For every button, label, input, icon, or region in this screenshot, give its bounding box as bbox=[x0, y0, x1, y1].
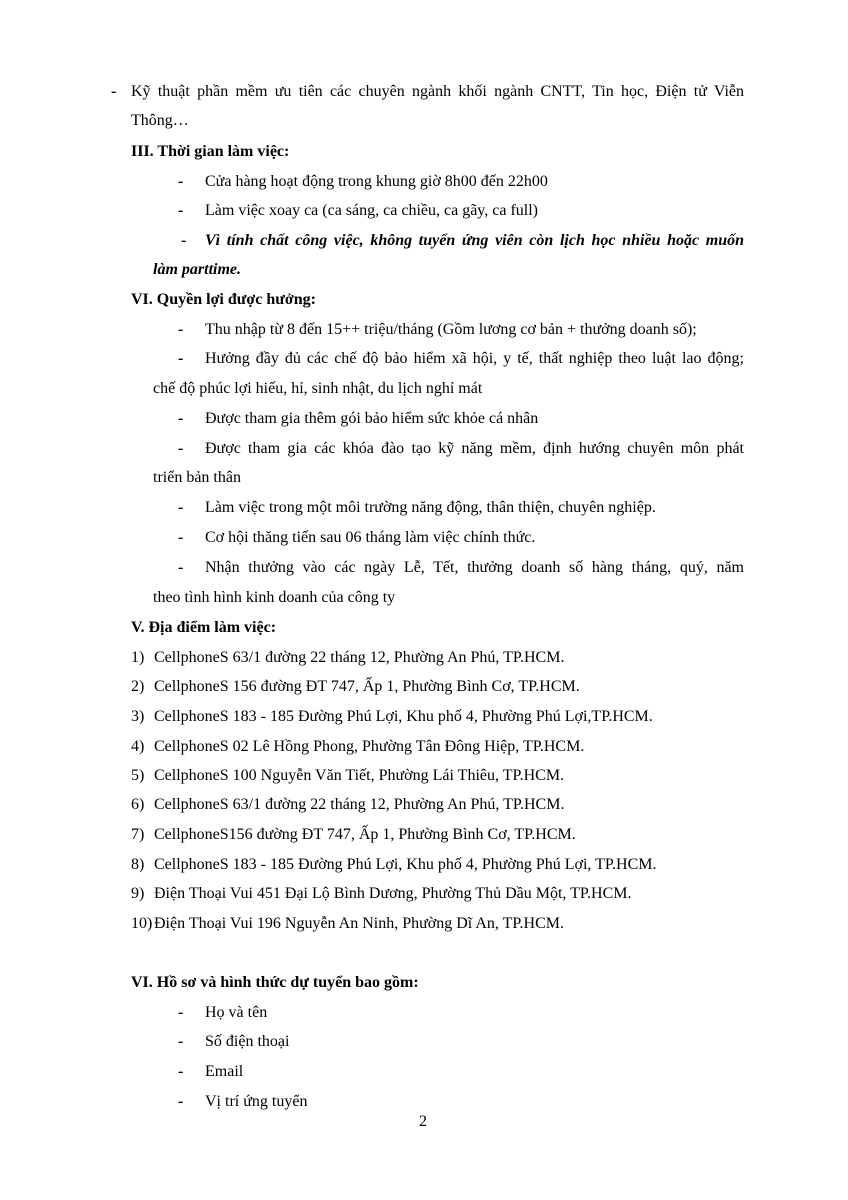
bullet-dash: - bbox=[178, 1063, 184, 1080]
list-item-number: 9) bbox=[131, 885, 145, 902]
benefit-item-health: Được tham gia thêm gói bảo hiểm sức khỏe cá nhân bbox=[205, 410, 539, 427]
bullet-dash: - bbox=[178, 173, 184, 190]
time-item-shifts: Làm việc xoay ca (ca sáng, ca chiều, ca gãy, ca full) bbox=[205, 202, 538, 219]
bullet-dash: - bbox=[181, 232, 187, 249]
bullet-dash: - bbox=[178, 410, 184, 427]
section-heading-documents: VI. Hồ sơ và hình thức dự tuyển bao gồm: bbox=[131, 974, 419, 991]
intro-bullet-line1: Kỹ thuật phần mềm ưu tiên các chuyên ngành khối ngành CNTT, Tin học, Điện tử Viễn bbox=[131, 83, 744, 100]
page-number: 2 bbox=[419, 1113, 427, 1130]
list-item-number: 4) bbox=[131, 738, 145, 755]
list-item-text: CellphoneS 183 - 185 Đường Phú Lợi, Khu phố 4, Phường Phú Lợi,TP.HCM. bbox=[154, 708, 653, 725]
bullet-dash: - bbox=[178, 529, 184, 546]
list-item-text: CellphoneS 63/1 đường 22 tháng 12, Phường An Phú, TP.HCM. bbox=[154, 649, 565, 666]
bullet-dash: - bbox=[178, 1033, 184, 1050]
list-item-text: CellphoneS 63/1 đường 22 tháng 12, Phường An Phú, TP.HCM. bbox=[154, 796, 565, 813]
benefit-item-training-line2: triển bản thân bbox=[153, 469, 241, 486]
list-item-number: 3) bbox=[131, 708, 145, 725]
time-item-note-line2: làm parttime. bbox=[153, 261, 241, 278]
document-item-name: Họ và tên bbox=[205, 1004, 268, 1021]
bullet-dash: - bbox=[178, 350, 184, 367]
list-item-text: CellphoneS 100 Nguyễn Văn Tiết, Phường Lái Thiêu, TP.HCM. bbox=[154, 767, 565, 784]
benefit-item-insurance-line1: Hưởng đầy đủ các chế độ bảo hiểm xã hội, y tế, thất nghiệp theo luật lao động; bbox=[205, 350, 744, 367]
benefit-item-insurance-line2: chế độ phúc lợi hiếu, hỉ, sinh nhật, du lịch nghỉ mát bbox=[153, 380, 483, 397]
list-item-number: 5) bbox=[131, 767, 145, 784]
list-item-number: 8) bbox=[131, 856, 145, 873]
benefit-item-training-line1: Được tham gia các khóa đào tạo kỹ năng mềm, định hướng chuyên môn phát bbox=[205, 440, 744, 457]
bullet-dash: - bbox=[178, 321, 184, 338]
benefit-item-bonus-line1: Nhận thưởng vào các ngày Lễ, Tết, thưởng doanh số hàng tháng, quý, năm bbox=[205, 559, 744, 576]
intro-bullet-line2: Thông… bbox=[131, 112, 189, 129]
document-item-position: Vị trí ứng tuyển bbox=[205, 1093, 308, 1110]
list-item-number: 10) bbox=[131, 915, 153, 932]
bullet-dash: - bbox=[178, 202, 184, 219]
list-item-number: 7) bbox=[131, 826, 145, 843]
list-item-text: Điện Thoại Vui 451 Đại Lộ Bình Dương, Phường Thủ Dầu Một, TP.HCM. bbox=[154, 885, 632, 902]
list-item-text: CellphoneS 02 Lê Hồng Phong, Phường Tân Đông Hiệp, TP.HCM. bbox=[154, 738, 585, 755]
bullet-dash: - bbox=[178, 1093, 184, 1110]
bullet-dash: - bbox=[178, 1004, 184, 1021]
bullet-dash: - bbox=[178, 499, 184, 516]
benefit-item-income: Thu nhập từ 8 đến 15++ triệu/tháng (Gồm lương cơ bản + thưởng doanh số); bbox=[205, 321, 697, 338]
section-heading-locations: V. Địa điểm làm việc: bbox=[131, 619, 277, 636]
document-item-email: Email bbox=[205, 1063, 244, 1080]
list-item-text: CellphoneS 156 đường ĐT 747, Ấp 1, Phường Bình Cơ, TP.HCM. bbox=[154, 678, 580, 695]
list-item-text: CellphoneS 183 - 185 Đường Phú Lợi, Khu phố 4, Phường Phú Lợi, TP.HCM. bbox=[154, 856, 657, 873]
list-item-text: Điện Thoại Vui 196 Nguyễn An Ninh, Phường Dĩ An, TP.HCM. bbox=[154, 915, 564, 932]
time-item-hours: Cửa hàng hoạt động trong khung giờ 8h00 đến 22h00 bbox=[205, 173, 548, 190]
benefit-item-environment: Làm việc trong một môi trường năng động, thân thiện, chuyên nghiệp. bbox=[205, 499, 656, 516]
section-heading-time: III. Thời gian làm việc: bbox=[131, 143, 290, 160]
bullet-dash: - bbox=[178, 559, 184, 576]
bullet-dash: - bbox=[111, 83, 117, 100]
document-item-phone: Số điện thoại bbox=[205, 1033, 290, 1050]
list-item-text: CellphoneS156 đường ĐT 747, Ấp 1, Phường Bình Cơ, TP.HCM. bbox=[154, 826, 576, 843]
list-item-number: 6) bbox=[131, 796, 145, 813]
benefit-item-bonus-line2: theo tình hình kinh doanh của công ty bbox=[153, 589, 396, 606]
list-item-number: 1) bbox=[131, 649, 145, 666]
time-item-note-line1: Vì tính chất công việc, không tuyển ứng viên còn lịch học nhiều hoặc muốn bbox=[205, 232, 744, 249]
bullet-dash: - bbox=[178, 440, 184, 457]
benefit-item-promotion: Cơ hội thăng tiến sau 06 tháng làm việc chính thức. bbox=[205, 529, 536, 546]
section-heading-benefits: VI. Quyền lợi được hưởng: bbox=[131, 291, 316, 308]
list-item-number: 2) bbox=[131, 678, 145, 695]
